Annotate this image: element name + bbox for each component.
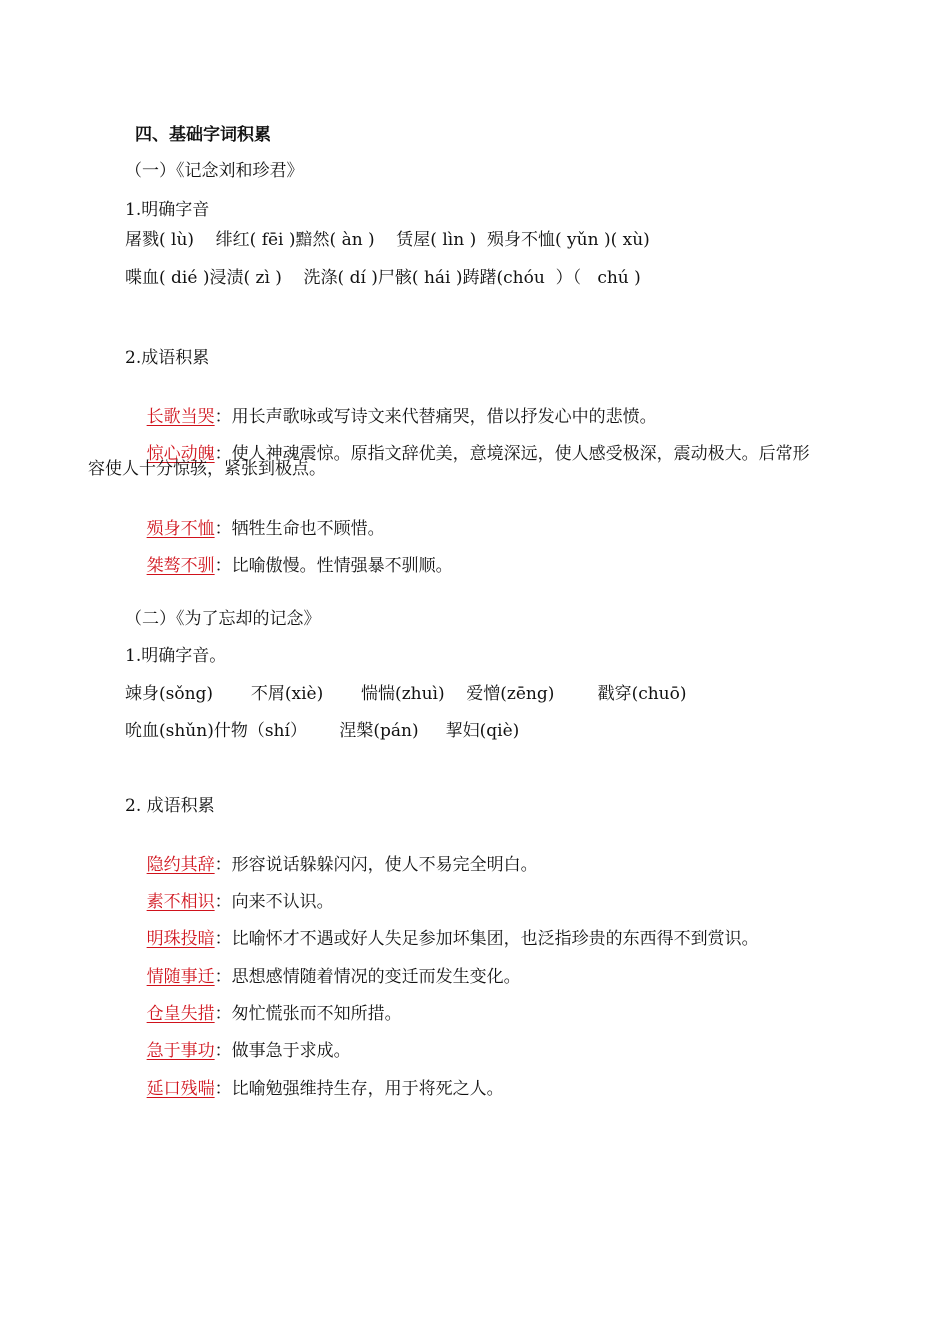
- idiom-term: 延口残喘: [146, 1079, 215, 1099]
- section2-pron-line1: 竦身(sǒng) 不屑(xiè) 惴惴(zhuì) 爱憎(zēng) 戳穿(chuō): [125, 684, 687, 704]
- section1-title: （一）《记念刘和珍君》: [125, 161, 304, 181]
- idiom-term: 明珠投暗: [146, 929, 215, 949]
- idiom-definition: ：使人神魂震惊。原指文辞优美，意境深远，使人感受极深，震动极大。后常形: [214, 444, 810, 464]
- idiom-term: 隐约其辞: [146, 855, 215, 875]
- idiom-definition: ：牺牲生命也不顾惜。: [214, 519, 385, 539]
- idiom-definition: ：形容说话躲躲闪闪，使人不易完全明白。: [214, 855, 538, 875]
- idiom-definition: ：向来不认识。: [214, 892, 334, 912]
- section2-pron-line2: 吮血(shǔn)什物（shí） 涅槃(pán) 挈妇(qiè): [125, 721, 520, 741]
- idiom-term: 长歌当哭: [146, 407, 215, 427]
- idiom-term: 仓皇失措: [146, 1004, 215, 1024]
- idiom-entry: [125, 533, 453, 599]
- idiom-term: 情随事迁: [146, 967, 215, 987]
- idiom-definition-continued: 容使人十分惊骇，紧张到极点。: [88, 459, 326, 479]
- idiom-definition: ：比喻怀才不遇或好人失足参加坏集团，也泛指珍贵的东西得不到赏识。: [214, 929, 759, 949]
- section1-idiom-title: 2.成语积累: [125, 348, 210, 368]
- idiom-term: 桀骜不驯: [146, 556, 215, 576]
- idiom-term: 惊心动魄: [146, 444, 215, 464]
- section1-pron-line1: 屠戮( lù) 绯红( fēi )黯然( àn ) 赁屋( lìn ) 殒身不恤( yǔn )( xù): [125, 230, 650, 250]
- section2-title: （二）《为了忘却的记念》: [125, 609, 321, 629]
- idiom-term: 殒身不恤: [146, 519, 215, 539]
- section2-pron-title: 1.明确字音。: [125, 646, 227, 666]
- idiom-definition: ：匆忙慌张而不知所措。: [214, 1004, 402, 1024]
- idiom-definition: ：做事急于求成。: [214, 1041, 351, 1061]
- idiom-term: 急于事功: [146, 1041, 215, 1061]
- idiom-term: 素不相识: [146, 892, 215, 912]
- section2-idiom-title: 2. 成语积累: [125, 796, 215, 816]
- idiom-definition: ：比喻傲慢。性情强暴不驯顺。: [214, 556, 453, 576]
- section1-pron-line2: 喋血( dié )浸渍( zì ) 洗涤( dí )尸骸( hái )踌躇(chóu ）（ chú ): [125, 268, 641, 288]
- section1-pron-title: 1.明确字音: [125, 200, 210, 220]
- idiom-definition: ：用长声歌咏或写诗文来代替痛哭，借以抒发心中的悲愤。: [214, 407, 657, 427]
- idiom-definition: ：思想感情随着情况的变迁而发生变化。: [214, 967, 521, 987]
- idiom-entry: [125, 1056, 504, 1122]
- section-heading: 四、基础字词积累: [135, 125, 271, 145]
- idiom-definition: ：比喻勉强维持生存，用于将死之人。: [214, 1079, 504, 1099]
